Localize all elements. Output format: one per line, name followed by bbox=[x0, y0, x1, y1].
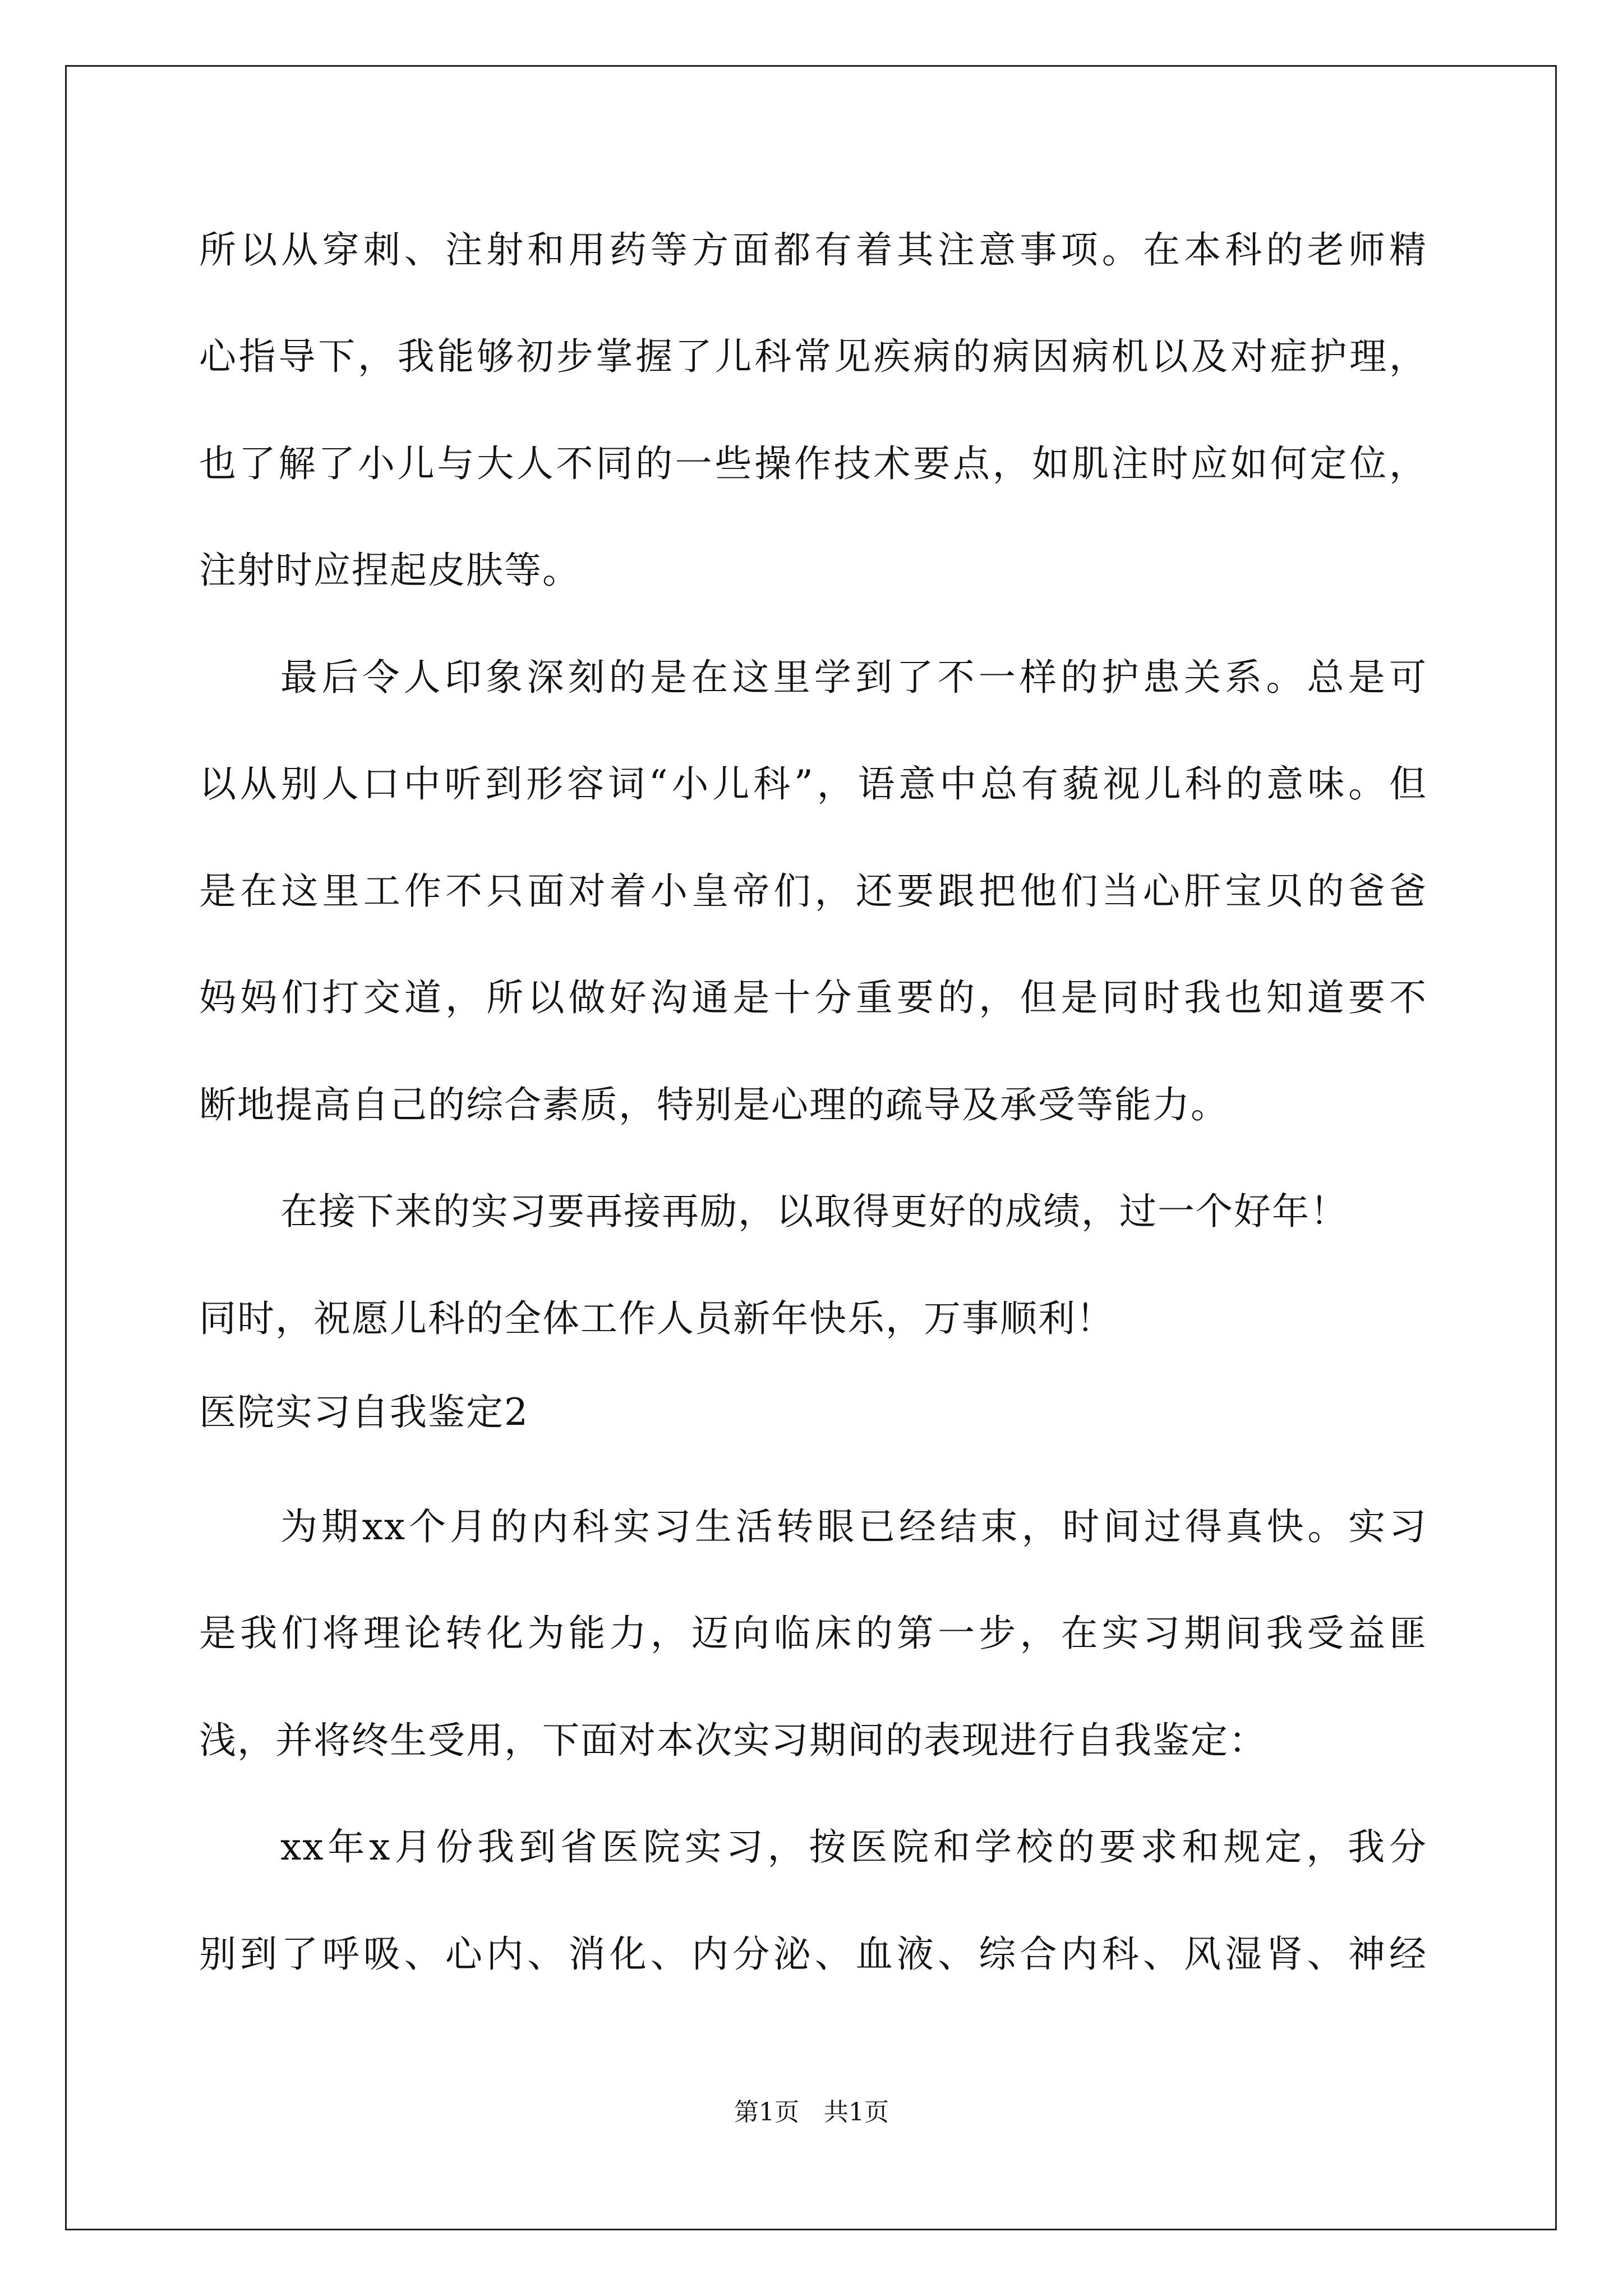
body-line-6: 以从别人口中听到形容词“小儿科”，语意中总有藐视儿科的意味。但 bbox=[199, 762, 1427, 806]
body-line-15: xx年x月份我到省医院实习，按医院和学校的要求和规定，我分 bbox=[280, 1825, 1427, 1869]
body-line-12: 为期xx个月的内科实习生活转眼已经结束，时间过得真快。实习 bbox=[280, 1505, 1427, 1548]
page-footer bbox=[0, 2097, 1623, 2128]
body-line-14: 浅，并将终生受用，下面对本次实习期间的表现进行自我鉴定： bbox=[199, 1719, 1267, 1762]
body-line-7: 是在这里工作不只面对着小皇帝们，还要跟把他们当心肝宝贝的爸爸 bbox=[199, 869, 1427, 913]
body-line-16: 别到了呼吸、心内、消化、内分泌、血液、综合内科、风湿肾、神经 bbox=[199, 1932, 1427, 1976]
body-line-11: 同时，祝愿儿科的全体工作人员新年快乐，万事顺利！ bbox=[199, 1297, 1114, 1340]
page-border bbox=[65, 65, 1557, 2230]
body-line-13: 是我们将理论转化为能力，迈向临床的第一步，在实习期间我受益匪 bbox=[199, 1612, 1427, 1655]
body-line-2: 心指导下，我能够初步掌握了儿科常见疾病的病因病机以及对症护理， bbox=[199, 335, 1427, 378]
page-total: 共1页 bbox=[824, 2098, 889, 2127]
body-line-8: 妈妈们打交道，所以做好沟通是十分重要的，但是同时我也知道要不 bbox=[199, 976, 1427, 1019]
body-line-1: 所以从穿刺、注射和用药等方面都有着其注意事项。在本科的老师精 bbox=[199, 228, 1427, 272]
page-number: 第1页 bbox=[734, 2098, 799, 2127]
section-heading: 医院实习自我鉴定2 bbox=[199, 1391, 529, 1434]
body-line-9: 断地提高自己的综合素质，特别是心理的疏导及承受等能力。 bbox=[199, 1083, 1229, 1126]
body-line-5: 最后令人印象深刻的是在这里学到了不一样的护患关系。总是可 bbox=[280, 656, 1427, 699]
body-line-10: 在接下来的实习要再接再励，以取得更好的成绩，过一个好年！ bbox=[280, 1190, 1348, 1233]
body-line-3: 也了解了小儿与大人不同的一些操作技术要点，如肌注时应如何定位， bbox=[199, 442, 1427, 485]
body-line-4: 注射时应捏起皮肤等。 bbox=[199, 549, 580, 592]
